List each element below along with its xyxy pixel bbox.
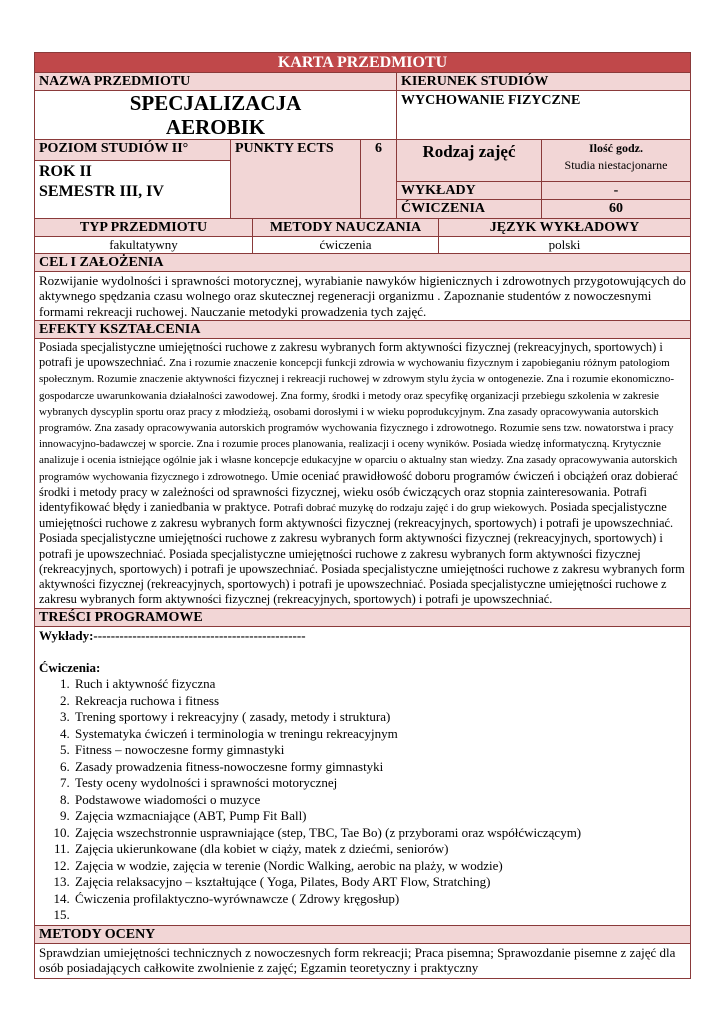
hours-label: Ilość godz. [589,141,643,155]
lectures-row [397,182,690,200]
program-label: TREŚCI PROGRAMOWE [39,610,203,626]
list-item: 5. Fitness – nowoczesne formy gimnastyki [73,742,686,759]
subject-name-line1: SPECJALIZACJA [129,91,302,115]
list-item: 3. Trening sportowy i rekreacyjny ( zasady, metody i struktura) [73,709,686,726]
course-card [34,52,691,979]
language-label: JĘZYK WYKŁADOWY [489,220,640,235]
list-item: 14. Ćwiczenia profilaktyczno-wyrównawcze ( Zdrowy kręgosłup) [73,891,686,908]
name-header-row [35,73,690,91]
subject-name-label: NAZWA PRZEDMIOTU [35,73,397,90]
list-item: 4. Systematyka ćwiczeń i terminologia w treningu rekreacyjnym [73,726,686,743]
list-item: 13. Zajęcia relaksacyjno – kształtujące ( Yoga, Pilates, Body ART Flow, Stratching) [73,874,686,891]
list-item [73,907,686,924]
list-item: 11. Zajęcia ukierunkowane (dla kobiet w ciąży, matek z dziećmi, seniorów) [73,841,686,858]
list-item: 2. Rekreacja ruchowa i fitness [73,693,686,710]
outcomes-text [35,339,690,608]
study-mode-label: Studia niestacjonarne [564,158,668,172]
class-type-label: Rodzaj zajęć [397,140,542,181]
class-type-header [397,140,690,182]
outcomes-part-a: Posiada specjalistyczne umiejętności ruchowe z zakresu wybranych form aktywności fizycznej (rekreacyjnych, sportowych) i potrafi je upowszechniać. [39,340,663,370]
assessment-row [35,944,690,978]
outcomes-part-c: Umie oceniać prawidłowość doboru programów ćwiczeń i obciążeń oraz dobierać środki i metody pracy w zależności od sprawności fizycznej, wieku osób ćwiczących oraz stopnia zainteresowania. Potrafi identyfikować błędy i zaniedbania w praktyce. [39,468,678,515]
lectures-line: Wykłady:------------------------------------------------- [39,628,306,644]
assessment-label: METODY OCENY [39,926,156,942]
program-header-row [35,609,690,627]
language-value: polski [548,237,581,252]
lectures-hours: - [613,183,619,198]
exercises-row [397,200,690,218]
card-title: KARTA PRZEDMIOTU [35,53,690,72]
spacer [39,644,686,660]
type-header-row [35,219,690,237]
goal-row [35,272,690,322]
outcomes-row [35,339,690,609]
list-item: 8. Podstawowe wiadomości o muzyce [73,792,686,809]
list-item: 7. Testy oceny wydolności i sprawności motorycznej [73,775,686,792]
outcomes-part-d: Potrafi dobrać muzykę do rodzaju zajęć i do grup wiekowych. [273,502,547,515]
exercises-hours: 60 [609,201,623,216]
list-item: 1. Ruch i aktywność fizyczna [73,676,686,693]
goal-header-row [35,254,690,272]
ects-label: PUNKTY ECTS [231,140,361,218]
level-cell [35,140,231,218]
teaching-method-value: ćwiczenia [253,237,439,253]
program-content [35,627,690,925]
level-label: POZIOM STUDIÓW II° [35,140,230,161]
type-value-row [35,237,690,254]
hours-header [542,140,690,181]
exercises-heading: Ćwiczenia: [39,660,101,676]
program-row [35,627,690,926]
subject-type-label: TYP PRZEDMIOTU [35,219,253,236]
assessment-text: Sprawdzian umiejętności technicznych z nowoczesnych form rekreacji; Praca pisemna; Sprawozdanie pisemne z zajęć dla osób posiadających całkowite zwolnienie z zajęć; Egzamin teoretyczny i praktyczny [39,944,676,976]
subject-name-cell [35,91,397,139]
teaching-methods-label: METODY NAUCZANIA [253,219,439,236]
list-item: 10. Zajęcia wszechstronnie usprawniające (step, TBC, Tae Bo) (z przyborami oraz współćwiczącym) [73,825,686,842]
goal-label: CEL I ZAŁOŻENIA [39,254,164,270]
list-item: 9. Zajęcia wzmacniające (ABT, Pump Fit Ball) [73,808,686,825]
hours-cell [397,140,690,218]
name-value-row [35,91,690,140]
outcomes-label: EFEKTY KSZTAŁCENIA [39,322,201,337]
list-item: 12. Zajęcia w wodzie, zajęcia w terenie (Nordic Walking, aerobic na plaży, w wodzie) [73,858,686,875]
field-of-study-label: KIERUNEK STUDIÓW [401,74,549,89]
assessment-header-row [35,926,690,944]
exercise-list [39,676,686,924]
outcomes-part-e: Posiada specjalistyczne umiejętności ruchowe z zakresu wybranych form aktywności fizycznej (rekreacyjnych, sportowych) i potrafi je upowszechniać. Posiada specjalistyczne umiejętności ruchowe z zakresu wybranych form aktywności fizycznej (rekreacyjnych, sportowych) i potrafi je upowszechniać. Posiada specjalistyczne umiejętności ruchowe z zakresu wybranych form aktywności fizycznej (rekreacyjnych, sportowych) i potrafi je upowszechniać. Posiada specjalistyczne umiejętności ruchowe z zakresu wybranych form aktywności fizycznej (rekreacyjnych, sportowych) i potrafi je upowszechniać. Posiada specjalistyczne umiejętności ruchowe z zakresu wybranych form aktywności fizycznej (rekreacyjnych, sportowych) i potrafi je upowszechniać. [39,500,685,607]
field-of-study-value: WYCHOWANIE FIZYCZNE [401,93,581,108]
subject-name-line2: AEROBIK [165,115,266,139]
ects-value: 6 [361,140,397,218]
subject-type-value: fakultatywny [35,237,253,253]
goal-text: Rozwijanie wydolności i sprawności motorycznej, wyrabianie nawyków higienicznych i zdrowotnych przygotowujących do aktywnego spędzania czasu wolnego oraz skutecznej regeneracji organizmu . Zapoznanie studentów z nowoczesnymi formami rekreacji ruchowej. Nauczanie metodyki prowadzenia tych zajęć. [39,272,686,319]
list-item: 6. Zasady prowadzenia fitness-nowoczesne formy gimnastyki [73,759,686,776]
lectures-label: WYKŁADY [397,182,542,199]
exercises-label: ĆWICZENIA [397,200,542,218]
outcomes-part-b: Zna i rozumie znaczenie koncepcji funkcji zdrowia w wychowaniu fizycznym i zapobieganiu różnym patologiom społecznym. Rozumie znaczenie aktywności fizycznej i rekreacji ruchowej w zdrowym stylu życia w ontogenezie. Zna i rozumie ekonomiczno-gospodarcze uwarunkowania działalności zawodowej. Zna formy, środki i metody oraz specyfikę organizacji przebiegu szkolenia w zakresie wybranych dyscyplin sportu oraz pracy z młodzieżą, osobami dorosłymi i w wieku poprodukcyjnym. Zna zasady opracowywania autorskich programów. Zna zasady opracowywania autorskich programów wychowania fizycznego i zdrowotnego. Rozumie sens tzw. nowatorstwa i pracy innowacyjno-badawczej w sporcie. Zna i rozumie proces planowania, realizacji i oceny wyników. Posiada wiedzę informatyczną. Krytycznie analizuje i ocenia istniejące ogólnie jak i własne koncepcje edukacyjne w oparciu o aktualny stan wiedzy. Zna zasady opracowywania autorskich programów wychowania fizycznego i zdrowotnego. [39,357,678,483]
year-value: ROK II [39,163,92,180]
outcomes-header-row [35,321,690,339]
level-row [35,140,690,219]
semester-value: SEMESTR III, IV [39,183,164,200]
card-title-row [35,53,690,73]
